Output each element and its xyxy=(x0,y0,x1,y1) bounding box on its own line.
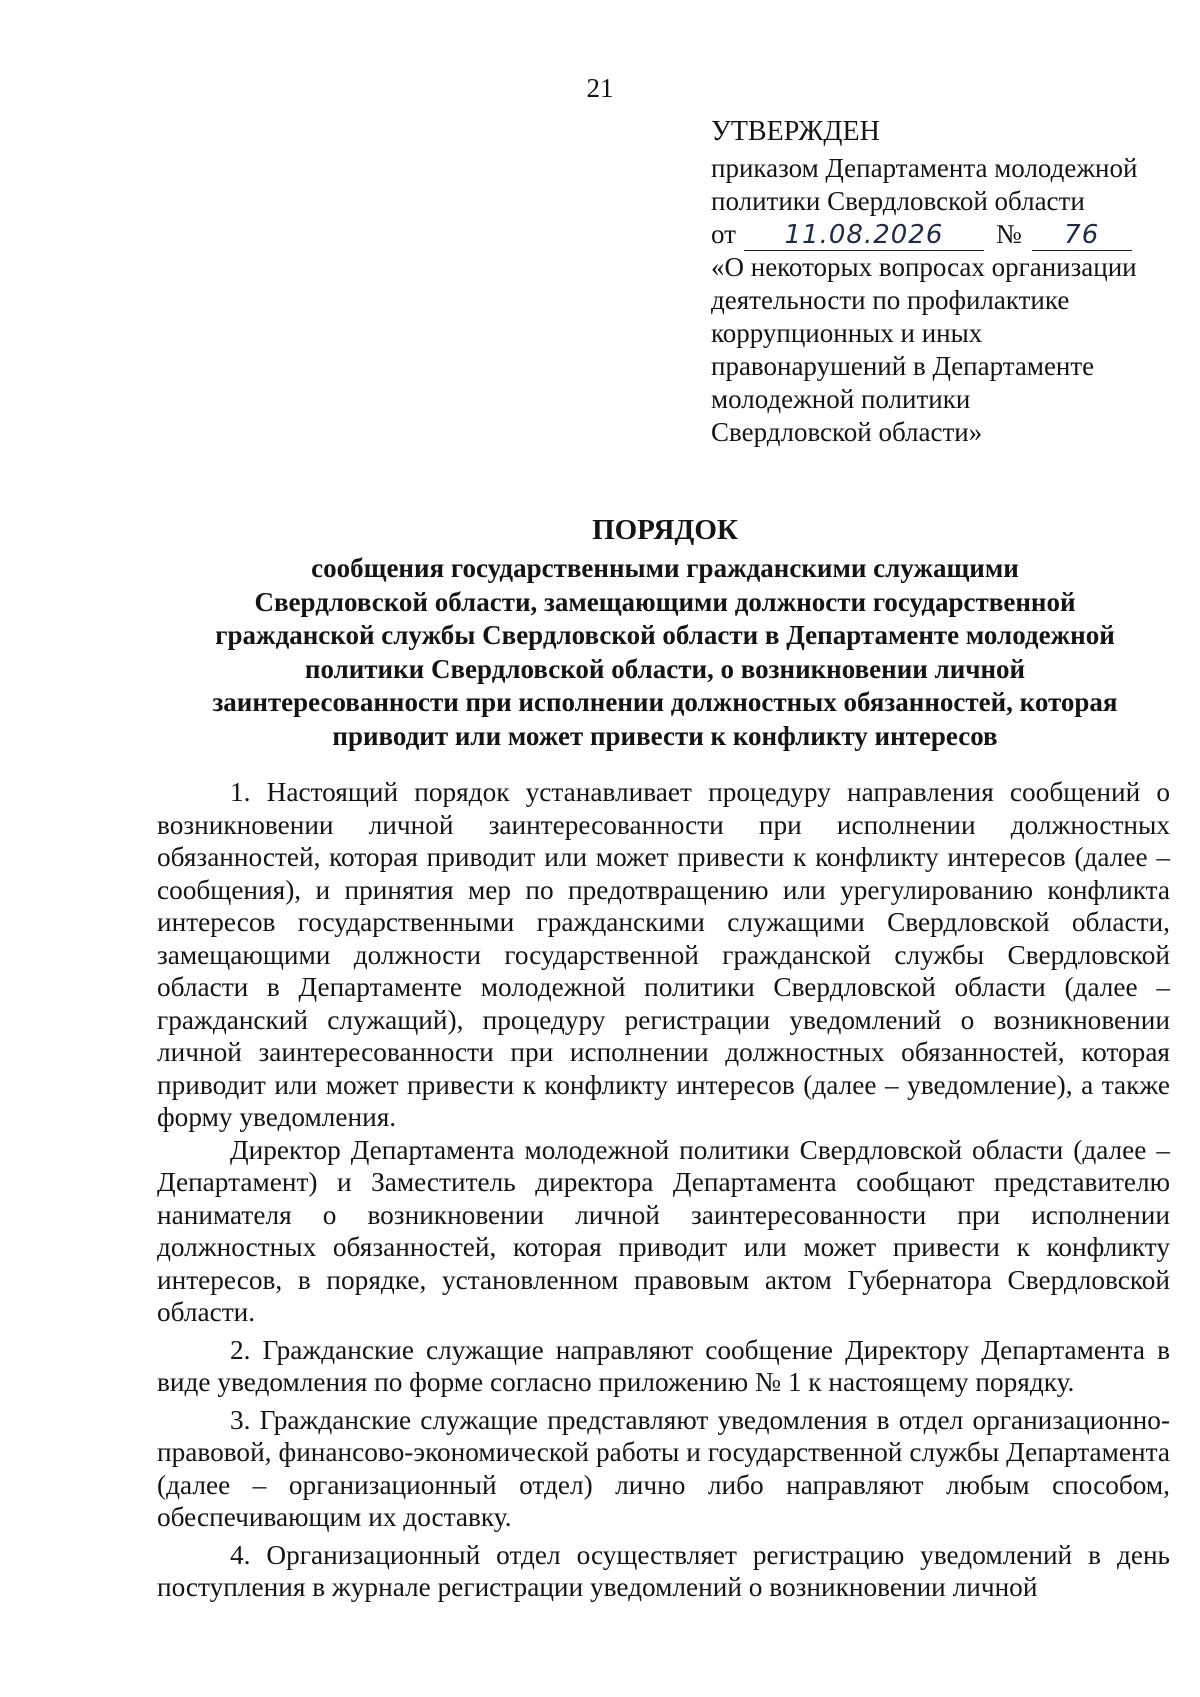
document-subtitle-line: сообщения государственными гражданскими служащими xyxy=(311,553,1019,583)
document-title-block xyxy=(160,510,1170,753)
approved-heading: УТВЕРЖДЕН xyxy=(711,116,880,147)
document-body xyxy=(157,776,1170,1604)
paragraph-1: 1. Настоящий порядок устанавливает процедуру направления сообщений о возникновении личной заинтересованности при исполнении должностных обязанностей, которая приводит или может привести к конфликту интересов (далее – сообщения), и принятия мер по предотвращению или урегулированию конфликта интересов государственными гражданскими служащими Свердловской области, замещающими должности государственной гражданской службы Свердловской области в Департаменте молодежной политики Свердловской области (далее – гражданский служащий), процедуру регистрации уведомлений о возникновении личной заинтересованности при исполнении должностных обязанностей, которая приводит или может привести к конфликту интересов (далее – уведомление), а также форму уведомления. xyxy=(157,777,1170,1132)
approval-subject-line: коррупционных и иных xyxy=(711,318,983,348)
document-subtitle-line: приводит или может привести к конфликту интересов xyxy=(332,720,998,751)
paragraph-3: 3. Гражданские служащие представляют уведомления в отдел организационно-правовой, финансово-экономической работы и государственной службы Департамента (далее – организационный отдел) лично либо направляют любым способом, обеспечивающим их доставку. xyxy=(157,1404,1170,1532)
approval-order-line: приказом Департамента молодежной xyxy=(711,153,1138,183)
paragraph-1-director: Директор Департамента молодежной политики Свердловской области (далее – Департамент) и Заместитель директора Департамента сообщают представителю нанимателя о возникновении личной заинтересованности при исполнении должностных обязанностей, которая приводит или может привести к конфликту интересов, в порядке, установленном правовым актом Губернатора Свердловской области. xyxy=(157,1134,1170,1327)
approval-department-line: политики Свердловской области xyxy=(711,186,1085,216)
document-subtitle-line: гражданской службы Свердловской области в Департаменте молодежной xyxy=(215,620,1115,650)
approval-stamp-block xyxy=(711,112,1181,449)
paragraph-4: 4. Организационный отдел осуществляет регистрацию уведомлений в день поступления в журнале регистрации уведомлений о возникновении личной xyxy=(157,1539,1170,1602)
approval-subject-line: правонарушений в Департаменте xyxy=(711,351,1095,381)
approval-subject-line: Свердловской области» xyxy=(711,417,983,447)
handwritten-date: 11.08.2026 xyxy=(744,220,984,251)
document-subtitle-line: Свердловской области, замещающими должности государственной xyxy=(254,586,1076,617)
handwritten-order-number: 76 xyxy=(1032,220,1132,251)
approval-subject-line: молодежной политики xyxy=(711,384,971,414)
document-subtitle-line: заинтересованности при исполнении должностных обязанностей, которая xyxy=(212,687,1118,717)
document-subtitle-line: политики Свердловской области, о возникновении личной xyxy=(304,653,1026,684)
approval-date-number-row xyxy=(711,218,1181,251)
approval-subject-line: «О некоторых вопросах организации xyxy=(711,252,1137,282)
number-sign-label: № xyxy=(995,219,1022,249)
approval-subject-line: деятельности по профилактике xyxy=(711,285,1070,315)
date-from-label: от xyxy=(711,219,736,249)
document-title: ПОРЯДОК xyxy=(592,514,738,546)
page-number: 21 xyxy=(586,73,614,103)
paragraph-2: 2. Гражданские служащие направляют сообщение Директору Департамента в виде уведомления по форме согласно приложению № 1 к настоящему порядку. xyxy=(157,1334,1170,1397)
